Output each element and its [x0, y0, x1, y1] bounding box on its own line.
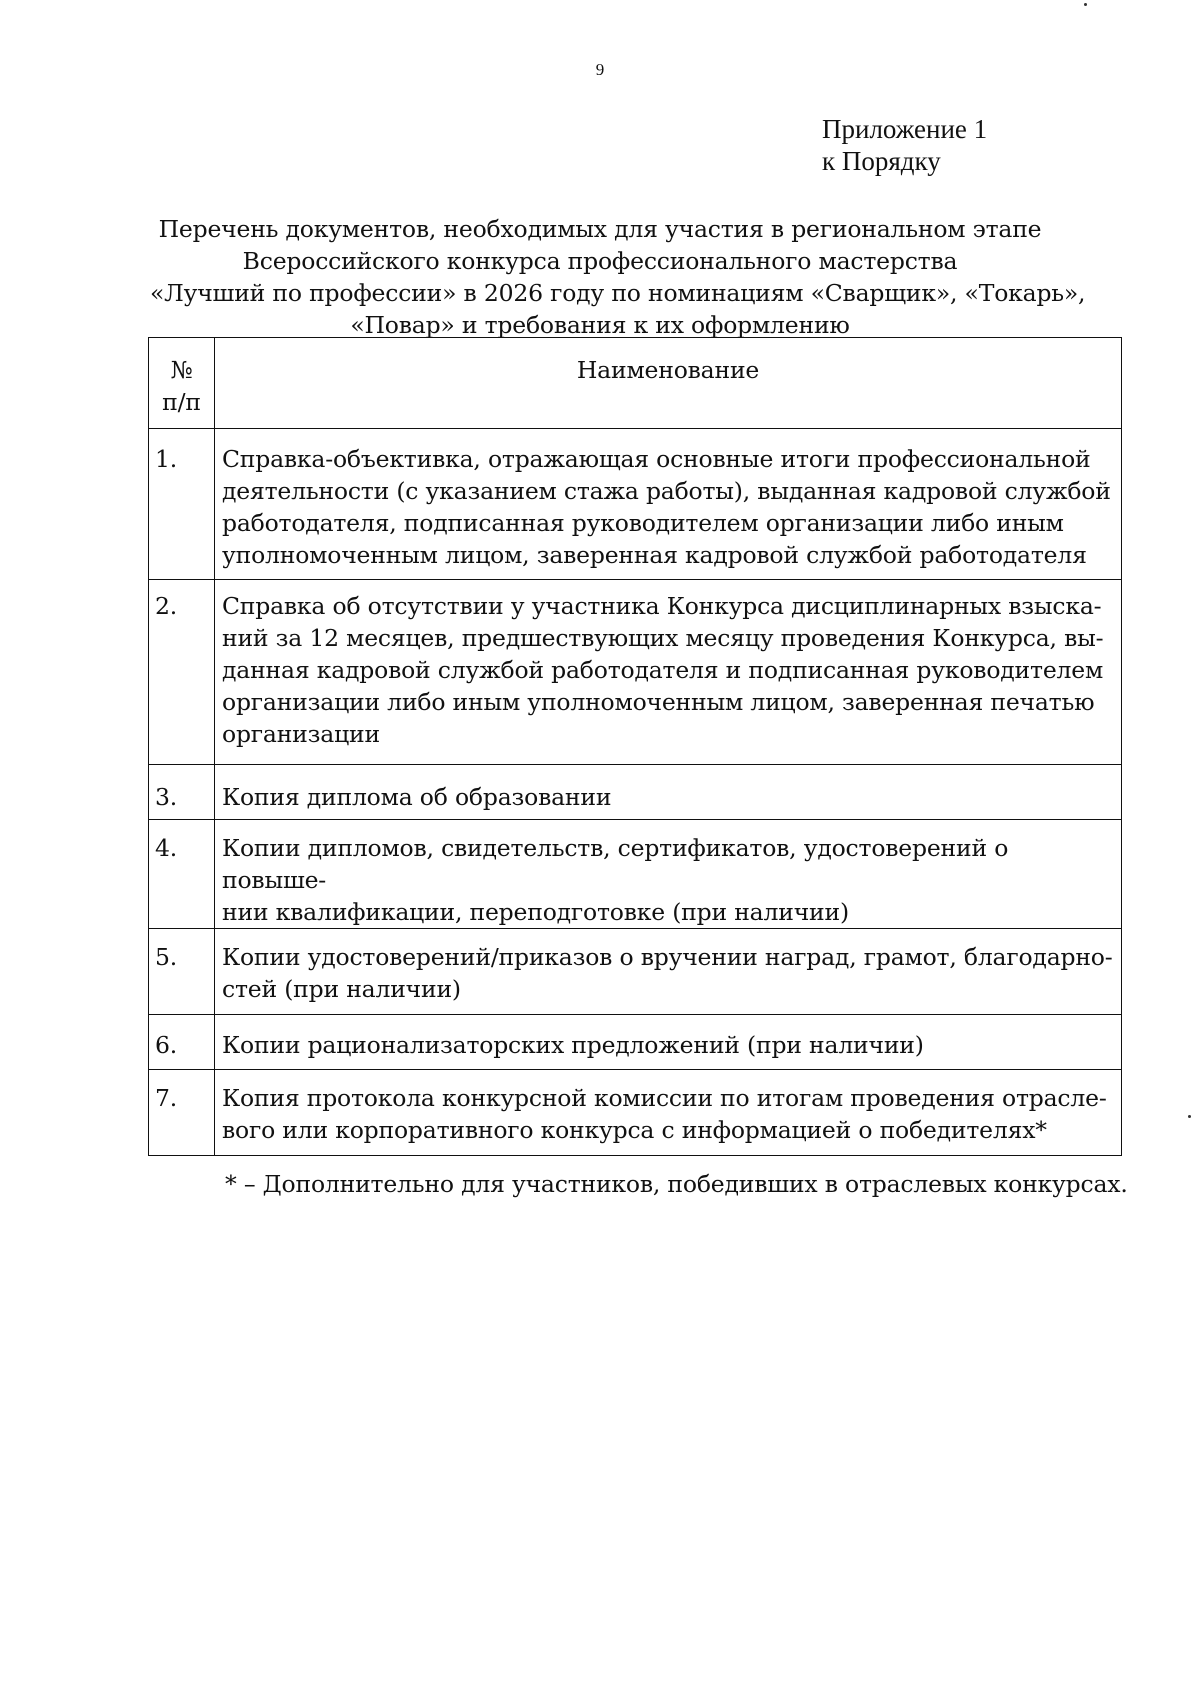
appendix-line-2: к Порядку	[822, 146, 941, 176]
appendix-reference	[822, 113, 987, 177]
row-name	[215, 1070, 1122, 1156]
row-text-line: стей (при наличии)	[222, 975, 461, 1003]
table-row	[149, 580, 1122, 765]
row-number: 6.	[149, 1015, 215, 1070]
header-number-symbol: №	[170, 356, 193, 384]
row-number: 3.	[149, 765, 215, 820]
row-text-line: Справка об отсутствии у участника Конкурса дисциплинарных взыска-	[222, 592, 1102, 620]
row-number: 2.	[149, 580, 215, 765]
row-text-line: ний за 12 месяцев, предшествующих месяцу проведения Конкурса, вы-	[222, 624, 1104, 652]
header-name: Наименование	[215, 338, 1122, 429]
documents-table	[148, 337, 1122, 1156]
table-row	[149, 429, 1122, 580]
row-text-line: вого или корпоративного конкурса с информацией о победителях*	[222, 1116, 1047, 1144]
row-name	[215, 580, 1122, 765]
header-number	[149, 338, 215, 429]
row-text-line: уполномоченным лицом, заверенная кадровой службой работодателя	[222, 541, 1087, 569]
row-text-line: Копии дипломов, свидетельств, сертификатов, удостоверений о повыше-	[222, 834, 1009, 894]
row-text-line: организации	[222, 720, 380, 748]
appendix-line-1: Приложение 1	[822, 114, 988, 144]
row-name	[215, 820, 1122, 929]
row-number: 7.	[149, 1070, 215, 1156]
table-row	[149, 820, 1122, 929]
table-row	[149, 1015, 1122, 1070]
table-row	[149, 1070, 1122, 1156]
row-text-line: данная кадровой службой работодателя и подписанная руководителем	[222, 656, 1104, 684]
page-number: 9	[595, 60, 605, 79]
table-row	[149, 765, 1122, 820]
scan-artifact-dot	[1188, 1115, 1191, 1118]
row-text-line: деятельности (с указанием стажа работы), выданная кадровой службой	[222, 477, 1111, 505]
row-number: 4.	[149, 820, 215, 929]
row-text-line: Копии удостоверений/приказов о вручении наград, грамот, благодарно-	[222, 943, 1113, 971]
title-line: Перечень документов, необходимых для участия в региональном этапе	[158, 215, 1042, 243]
scan-artifact-dot	[1084, 3, 1087, 6]
footnote: * – Дополнительно для участников, победивших в отраслевых конкурсах.	[225, 1170, 1128, 1198]
title-line: Всероссийского конкурса профессионального мастерства	[242, 247, 958, 275]
row-text-line: нии квалификации, переподготовке (при наличии)	[222, 898, 849, 926]
document-title	[150, 213, 1086, 341]
row-text-line: Справка-объективка, отражающая основные итоги профессиональной	[222, 445, 1091, 473]
table-header-row	[149, 338, 1122, 429]
row-text-line: Копии рационализаторских предложений (при наличии)	[222, 1031, 924, 1059]
row-name	[215, 929, 1122, 1015]
row-text-line: Копия протокола конкурсной комиссии по итогам проведения отрасле-	[222, 1084, 1107, 1112]
header-number-abbr: п/п	[162, 388, 201, 416]
row-text-line: работодателя, подписанная руководителем организации либо иным	[222, 509, 1064, 537]
row-name	[215, 429, 1122, 580]
title-line: «Лучший по профессии» в 2026 году по номинациям «Сварщик», «Токарь»,	[150, 279, 1086, 307]
row-name	[215, 765, 1122, 820]
title-line: «Повар» и требования к их оформлению	[350, 311, 850, 339]
row-text-line: Копия диплома об образовании	[222, 783, 612, 811]
table-row	[149, 929, 1122, 1015]
row-number: 5.	[149, 929, 215, 1015]
row-name	[215, 1015, 1122, 1070]
row-number: 1.	[149, 429, 215, 580]
row-text-line: организации либо иным уполномоченным лицом, заверенная печатью	[222, 688, 1095, 716]
